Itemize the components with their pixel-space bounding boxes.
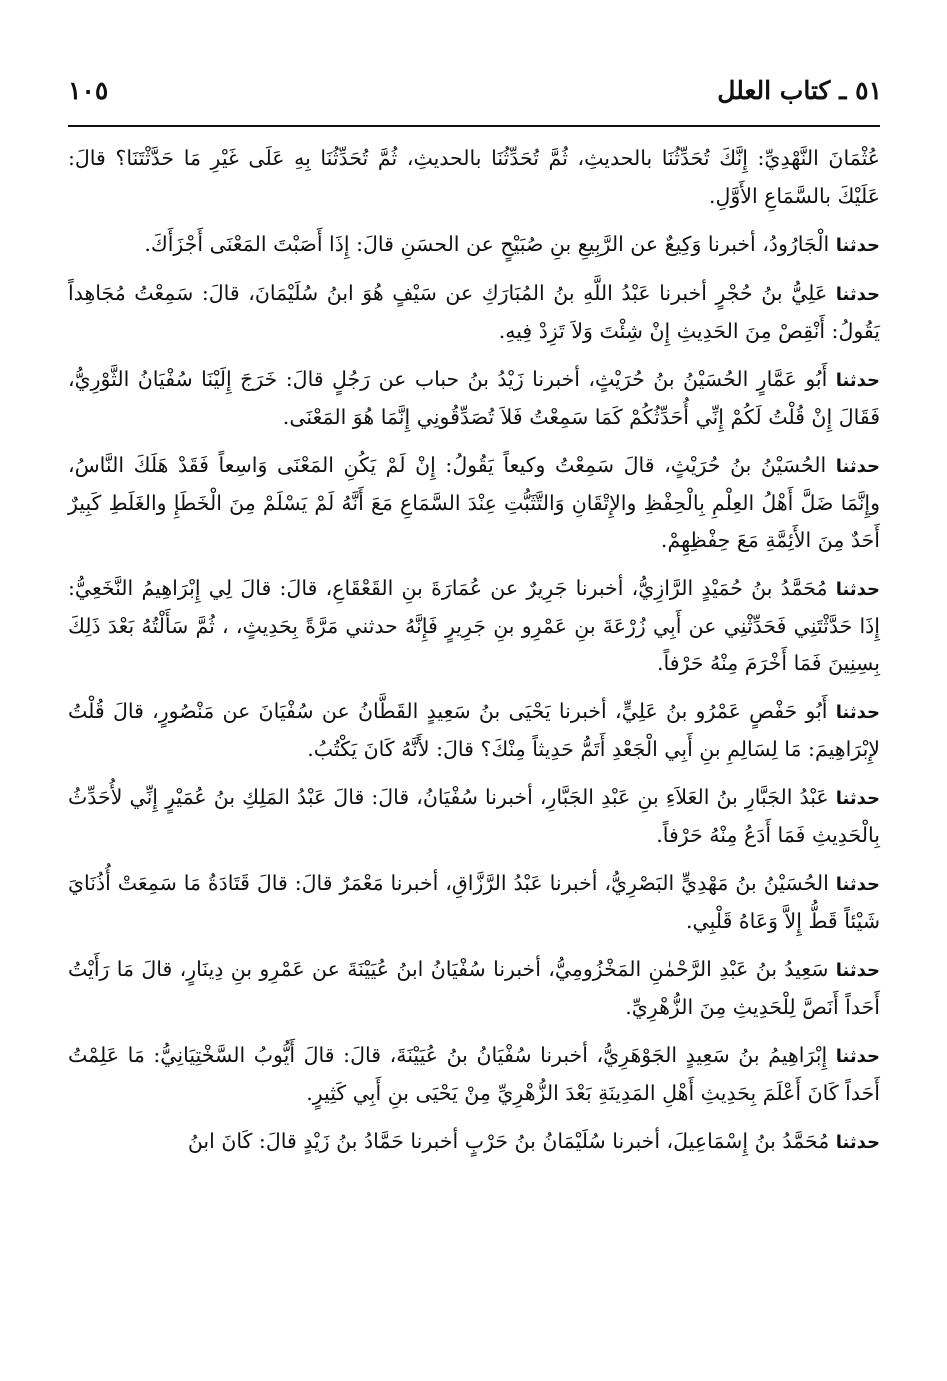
narration-keyword: حدثنا — [835, 1046, 880, 1067]
paragraph-text: مُحَمَّدُ بنُ إِسْمَاعِيلَ، أخبرنا سُلَيْمَانُ بنُ حَرْبٍ أخبرنا حَمَّادُ بنُ زَيْدٍ قالَ: كَانَ ابنُ — [187, 1129, 836, 1153]
paragraph — [68, 570, 880, 682]
narration-keyword: حدثنا — [835, 235, 880, 256]
narration-keyword: حدثنا — [835, 1132, 880, 1153]
page-number: ١٠٥ — [68, 76, 109, 105]
paragraph — [68, 361, 880, 436]
narration-keyword: حدثنا — [835, 284, 880, 305]
narration-keyword: حدثنا — [835, 874, 880, 895]
narration-keyword: حدثنا — [835, 702, 880, 723]
narration-keyword: حدثنا — [835, 788, 880, 809]
paragraph-text: عَبْدُ الجَبَّارِ بنُ العَلاَءِ بنِ عَبْدِ الجَبَّارِ، أخبرنا سُفْيَانُ، قالَ: قالَ عَبْدُ المَلِكِ بنُ عُمَيْرٍ إِنِّي لأُحَدِّثُ بِالْحَدِيثِ فَمَا أَدَعُ مِنْهُ حَرْفاً. — [68, 785, 880, 847]
paragraph-text: مُحَمَّدُ بنُ حُمَيْدٍ الرَّازِيُّ، أخبرنا جَرِيرٌ عن عُمَارَةَ بنِ القَعْقَاعِ، قالَ: قالَ لِي إِبْرَاهِيمُ النَّخَعِيُّ: إِذَا حَدَّثْتَنِي فَحَدِّثْنِي عن أَبِي زُرْعَةَ بنِ عَمْرِو بنِ جَرِيرٍ فَإِنَّهُ حدثني مَرَّةً بِحَدِيثٍ، ، ثُمَّ سَأَلْتُهُ بَعْدَ ذَلِكَ بِسِنِينَ فَمَا أَخْرَمَ مِنْهُ حَرْفاً. — [68, 576, 880, 675]
running-title: ٥١ ـ كتاب العلل — [717, 76, 882, 105]
paragraph-text: أَبُو عَمَّارٍ الحُسَيْنُ بنُ حُرَيْثٍ، أخبرنا زَيْدُ بنُ حباب عن رَجُلٍ قالَ: خَرَجَ إِلَيْنَا سُفْيَانُ الثَّوْرِيُّ، فَقَالَ إِنْ قُلْتُ لَكُمْ إِنِّي أُحَدِّثُكُمْ كَمَا سَمِعْتُ فَلاَ تُصَدِّقُونِي إِنَّمَا هُوَ المَعْنَى. — [68, 367, 880, 429]
narration-keyword: حدثنا — [835, 960, 880, 981]
paragraph-text: الحُسَيْنُ بنُ حُرَيْثٍ، قالَ سَمِعْتُ وكيعاً يَقُولُ: إِنْ لَمْ يَكُنِ المَعْنَى وَاسِعاً فَقَدْ هَلَكَ النَّاسُ، وإِنَّمَا ضَلَّ أَهْلُ العِلْمِ بِالْحِفْظِ والإِتْقَانِ وَالتَّثَبُّتِ عِنْدَ السَّمَاعِ مَعَ أَنَّهُ لَمْ يَسْلَمْ مِنَ الْخَطَإِ والغَلَطِ كَبِيرٌ أَحَدٌ مِنَ الأَئِمَّةِ مَعَ حِفْظِهِمْ. — [68, 453, 880, 552]
page-header — [68, 74, 882, 120]
paragraph-text: الحُسَيْنُ بنُ مَهْدِيٍّ البَصْرِيُّ، أخبرنا عَبْدُ الرَّزَّاقِ، أخبرنا مَعْمَرٌ قالَ: قالَ قَتَادَةُ مَا سَمِعَتْ أُذُنَايَ شَيْئاً قَطُّ إِلاَّ وَعَاهُ قَلْبِي. — [68, 871, 880, 933]
narration-keyword: حدثنا — [835, 456, 880, 477]
paragraph-text: الْجَارُودُ، أخبرنا وَكِيعٌ عن الرَّبِيعِ بنِ صُبَيْحٍ عن الحسَنِ قالَ: إِذَا أَصَبْتَ المَعْنَى أَجْزَأَكَ. — [144, 232, 836, 256]
paragraph — [68, 779, 880, 854]
page-body — [68, 140, 880, 1172]
paragraph — [68, 1037, 880, 1112]
paragraph-text: سَعِيدُ بنُ عَبْدِ الرَّحْمٰنِ المَخْزُومِيُّ، أخبرنا سُفْيَانُ ابنُ عُيَيْنَةَ عن عَمْرِو بنِ دِينَارٍ، قالَ مَا رَأَيْتُ أَحَداً أَنَصَّ لِلْحَدِيثِ مِنَ الزُّهْرِيِّ. — [68, 957, 880, 1019]
paragraph — [68, 951, 880, 1026]
narration-keyword: حدثنا — [835, 370, 880, 391]
header-rule — [68, 125, 880, 127]
paragraph — [68, 275, 880, 350]
paragraph — [68, 865, 880, 940]
paragraph — [68, 693, 880, 768]
paragraph-text: أَبُو حَفْصٍ عَمْرُو بنُ عَلِيٍّ، أخبرنا يَحْيَى بنُ سَعِيدٍ القَطَّانُ عن سُفْيَانَ عن مَنْصُورٍ، قالَ قُلْتُ لإِبْرَاهِيمَ: مَا لِسَالِمِ بنِ أَبِي الْجَعْدِ أَتَمُّ حَدِيثاً مِنْكَ؟ قالَ: لأَنَّهُ كَانَ يَكْتُبُ. — [68, 699, 880, 761]
paragraph — [68, 1123, 880, 1161]
paragraph — [68, 447, 880, 559]
paragraph — [68, 140, 880, 215]
narration-keyword: حدثنا — [835, 579, 880, 600]
paragraph-text: عُثْمَانَ النَّهْدِيِّ: إِنَّكَ تُحَدِّثُنَا بالحديثِ، ثُمَّ تُحَدِّثُنَا بالحديثِ، ثُمَّ تُحَدِّثُنَا بِهِ عَلَى غَيْرِ مَا حَدَّثْتَنَا؟ قالَ: عَلَيْكَ بالسَّمَاعِ الأَوَّلِ. — [68, 146, 880, 208]
paragraph-text: إِبْرَاهِيمُ بنُ سَعِيدٍ الجَوْهَرِيُّ، أخبرنا سُفْيَانُ بنُ عُيَيْنَةَ، قالَ: قالَ أَيُّوبُ السَّخْتِيَانِيُّ: مَا عَلِمْتُ أَحَداً كَانَ أَعْلَمَ بِحَدِيثِ أَهْلِ المَدِينَةِ بَعْدَ الزُّهْرِيِّ مِنْ يَحْيَى بنِ أَبِي كَثِيرٍ. — [68, 1043, 880, 1105]
paragraph — [68, 226, 880, 264]
paragraph-text: عَلِيُّ بنُ حُجْرٍ أخبرنا عَبْدُ اللَّهِ بنُ المُبَارَكِ عن سَيْفٍ هُوَ ابنُ سُلَيْمَانَ، قالَ: سَمِعْتُ مُجَاهِداً يَقُولُ: أَنْقِصْ مِنَ الحَدِيثِ إِنْ شِئْتَ وَلاَ تَزِدْ فِيهِ. — [68, 281, 880, 343]
